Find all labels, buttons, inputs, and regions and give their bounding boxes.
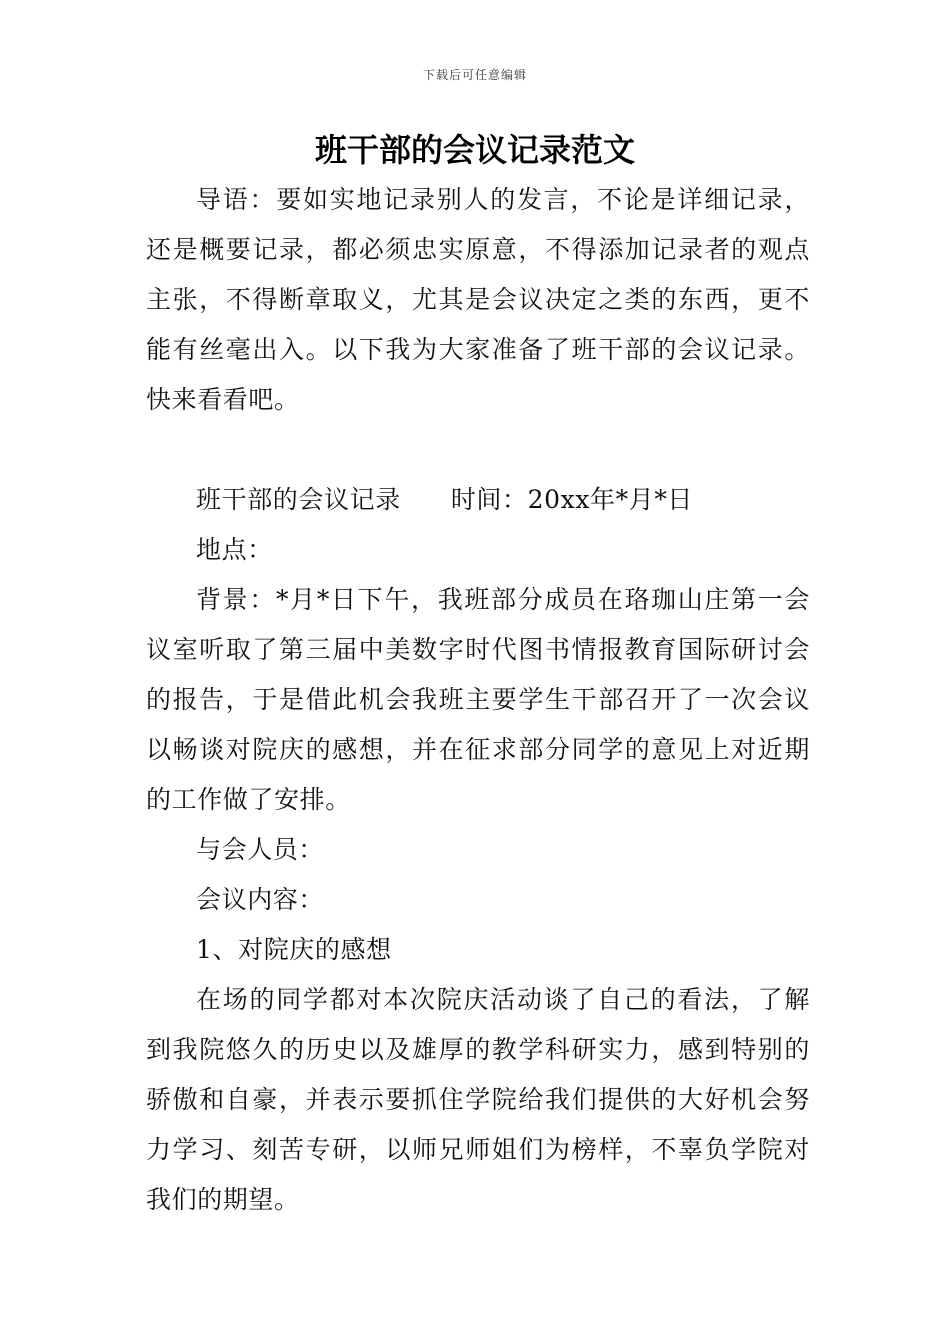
document-body xyxy=(146,175,810,1225)
document-title: 班干部的会议记录范文 xyxy=(314,131,635,169)
header-note: 下载后可任意编辑 xyxy=(422,68,527,82)
intro-paragraph: 导语：要如实地记录别人的发言，不论是详细记录，还是概要记录，都必须忠实原意，不得添加记录者的观点主张，不得断章取义，尤其是会议决定之类的东西，更不能有丝毫出入。以下我为大家准备了班干部的会议记录。快来看看吧。 xyxy=(146,185,810,414)
record-heading: 班干部的会议记录 xyxy=(196,485,401,514)
section1-title: 1、对院庆的感想 xyxy=(196,935,392,964)
record-content-label: 会议内容： xyxy=(196,885,325,914)
record-attendees: 与会人员： xyxy=(196,835,325,864)
record-location: 地点： xyxy=(196,535,273,564)
record-background: 背景：*月*日下午，我班部分成员在珞珈山庄第一会议室听取了第三届中美数字时代图书情报教育国际研讨会的报告，于是借此机会我班主要学生干部召开了一次会议以畅谈对院庆的感想，并在征求部分同学的意见上对近期的工作做了安排。 xyxy=(146,585,810,814)
record-time: 时间：20xx年*月*日 xyxy=(450,485,694,514)
record-heading-line xyxy=(146,475,810,525)
section1-body: 在场的同学都对本次院庆活动谈了自己的看法，了解到我院悠久的历史以及雄厚的教学科研实力，感到特别的骄傲和自豪，并表示要抓住学院给我们提供的大好机会努力学习、刻苦专研，以师兄师姐们为榜样，不辜负学院对我们的期望。 xyxy=(146,985,810,1214)
